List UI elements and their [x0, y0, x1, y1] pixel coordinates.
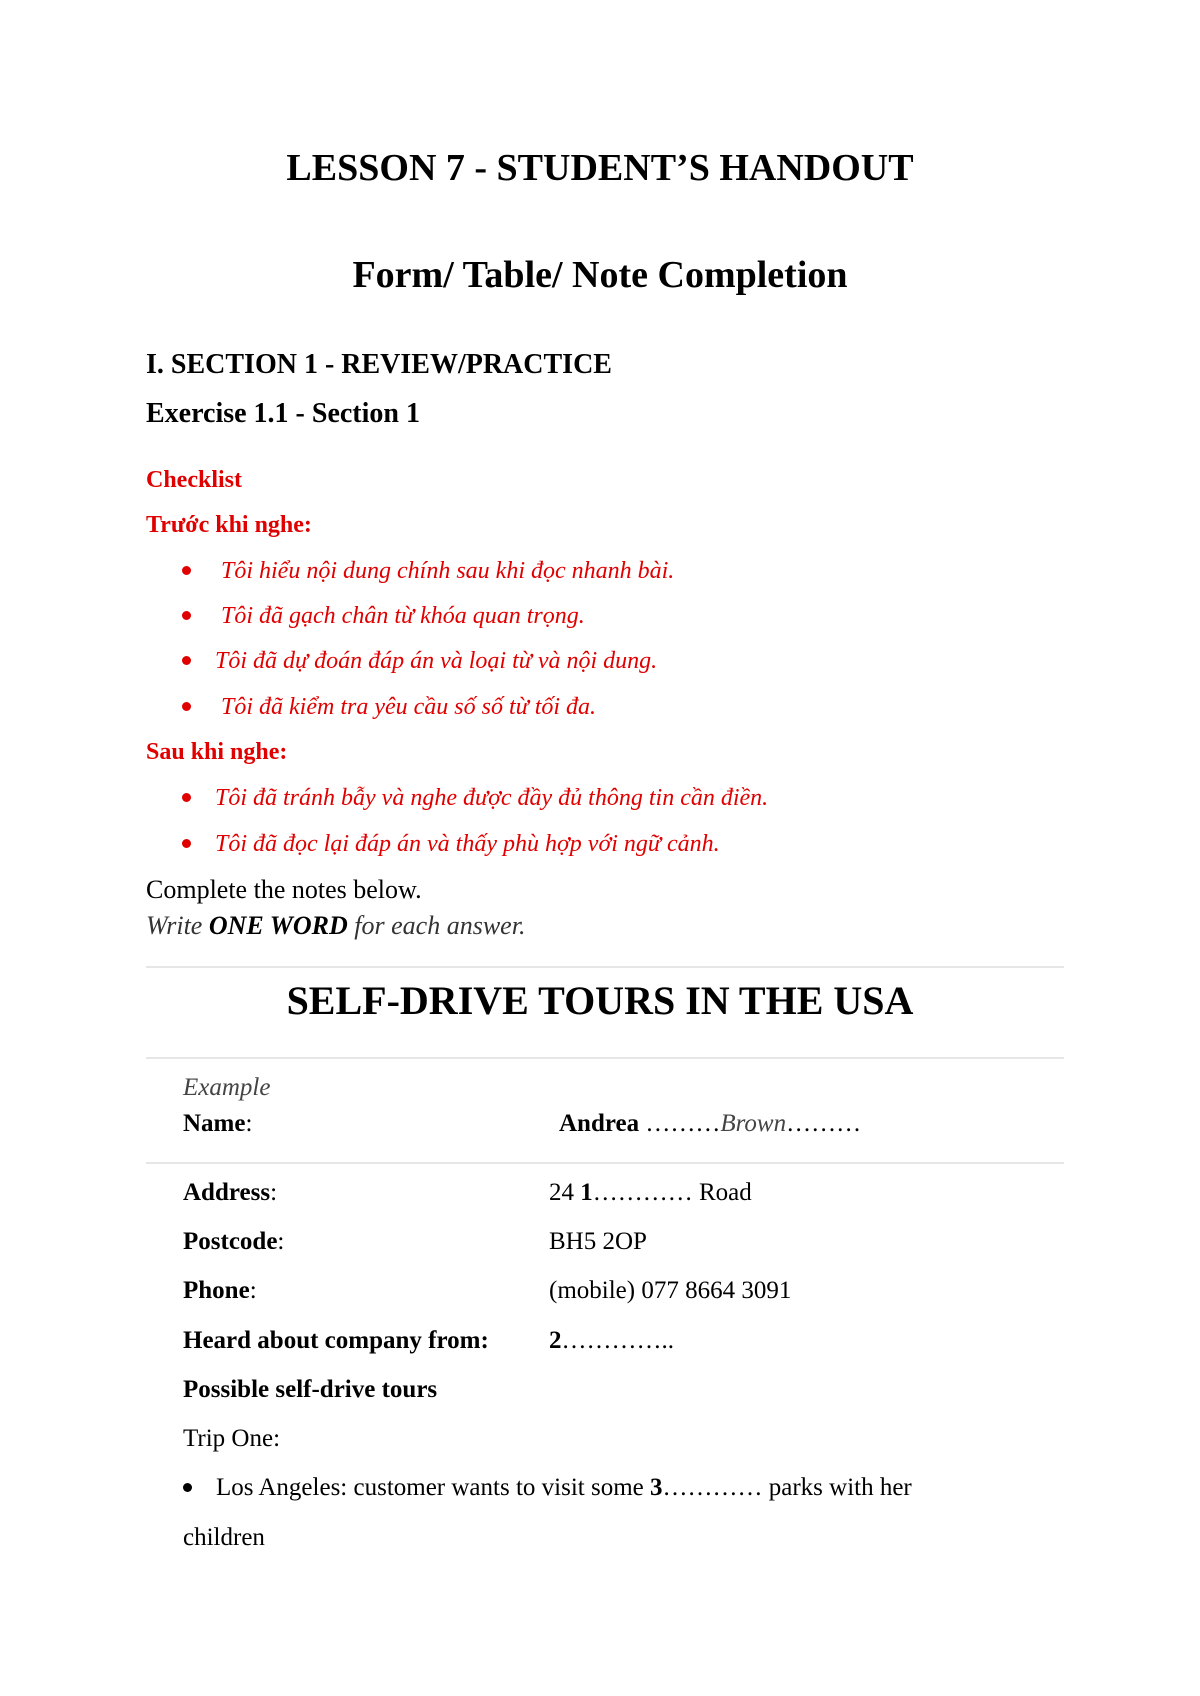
name-label: Name: — [183, 1110, 253, 1137]
checklist-before-item: Tôi đã dự đoán đáp án và loại từ và nội dung. — [182, 646, 657, 676]
bullet-icon — [182, 611, 191, 620]
page-title: LESSON 7 - STUDENT’S HANDOUT — [286, 147, 914, 189]
section-heading: I. SECTION 1 - REVIEW/PRACTICE — [146, 349, 612, 380]
trip-one-label: Trip One: — [183, 1425, 281, 1452]
address-label: Address: — [183, 1179, 278, 1206]
exercise-heading: Exercise 1.1 - Section 1 — [146, 398, 420, 429]
checklist-title: Checklist — [146, 467, 242, 493]
checklist-before-item: Tôi đã kiểm tra yêu cầu số số từ tối đa. — [182, 692, 596, 722]
heard-value: 2………….. — [549, 1327, 674, 1354]
example-label: Example — [183, 1074, 271, 1101]
bullet-icon — [182, 793, 191, 802]
postcode-value: BH5 2OP — [549, 1228, 647, 1255]
instruction-line: Complete the notes below. — [146, 875, 422, 904]
checklist-after-item: Tôi đã đọc lại đáp án và thấy phù hợp với ngữ cảnh. — [182, 829, 720, 859]
bullet-icon — [183, 1483, 192, 1492]
postcode-label: Postcode: — [183, 1228, 285, 1255]
instruction-word-limit: Write ONE WORD for each answer. — [146, 911, 526, 940]
divider — [146, 1162, 1064, 1164]
bullet-icon — [182, 566, 191, 575]
tours-heading: Possible self-drive tours — [183, 1376, 438, 1403]
name-value: Andrea ………Brown……… — [559, 1110, 862, 1137]
notes-title: SELF-DRIVE TOURS IN THE USA — [286, 978, 914, 1023]
divider — [146, 966, 1064, 968]
checklist-after-item: Tôi đã tránh bẫy và nghe được đầy đủ thông tin cần điền. — [182, 783, 768, 813]
checklist-before-item: Tôi đã gạch chân từ khóa quan trọng. — [182, 601, 585, 631]
phone-label: Phone: — [183, 1277, 257, 1304]
checklist-before-item: Tôi hiểu nội dung chính sau khi đọc nhanh bài. — [182, 556, 674, 586]
trip-item-continuation: children — [183, 1524, 265, 1551]
page-subtitle: Form/ Table/ Note Completion — [352, 254, 848, 296]
address-value: 24 1………… Road — [549, 1179, 752, 1206]
bullet-icon — [182, 656, 191, 665]
bullet-icon — [182, 702, 191, 711]
divider — [146, 1057, 1064, 1059]
trip-item: Los Angeles: customer wants to visit some 3………… parks with her — [183, 1472, 912, 1504]
checklist-before-heading: Trước khi nghe: — [146, 512, 312, 538]
heard-label: Heard about company from: — [183, 1327, 489, 1354]
checklist-after-heading: Sau khi nghe: — [146, 739, 288, 765]
bullet-icon — [182, 839, 191, 848]
phone-value: (mobile) 077 8664 3091 — [549, 1277, 792, 1304]
